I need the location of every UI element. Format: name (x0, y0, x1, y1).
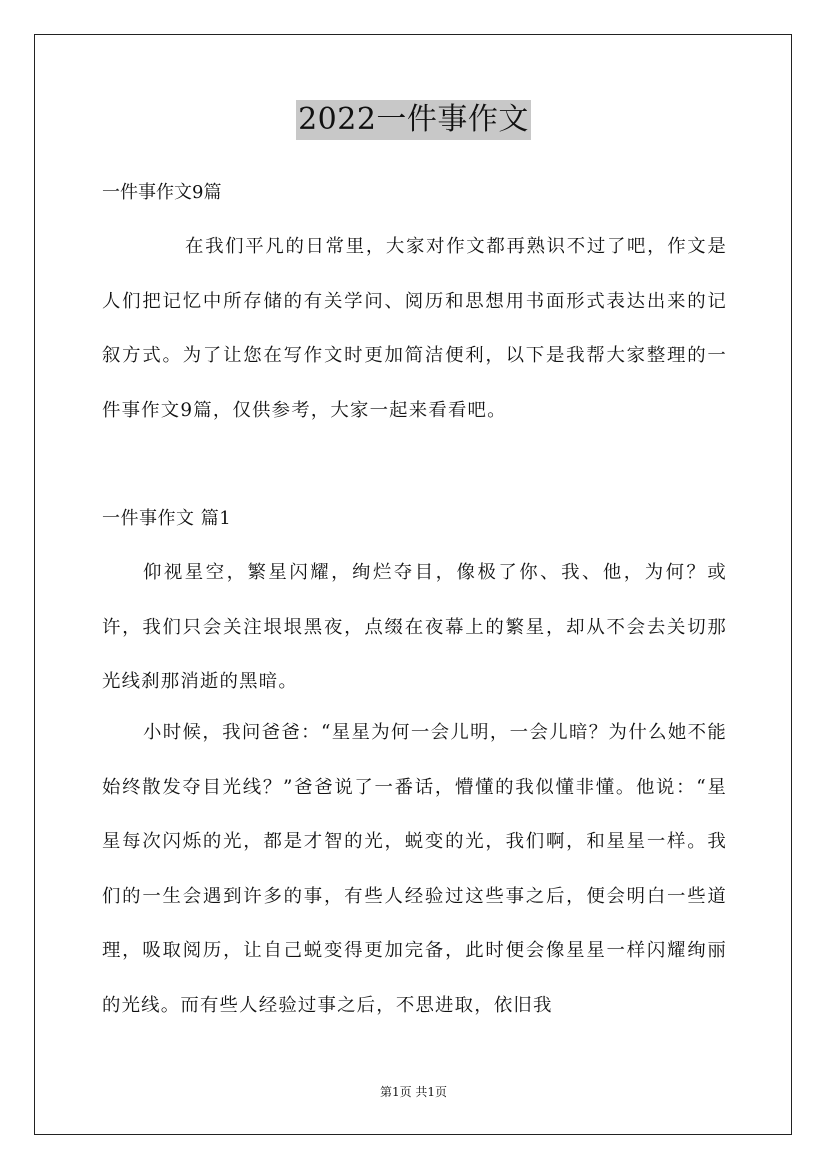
body-paragraph: 小时候，我问爸爸：“星星为何一会儿明，一会儿暗？为什么她不能始终散发夺目光线？”爸爸说了一番话，懵懂的我似懂非懂。他说：“星星每次闪烁的光，都是才智的光，蜕变的光，我们啊，和星星一样。我们的一生会遇到许多的事，有些人经验过这些事之后，便会明白一些道理，吸取阅历，让自己蜕变得更加完备，此时便会像星星一样闪耀绚丽的光线。而有些人经验过事之后，不思进取，依旧我 (102, 722, 727, 1016)
intro-paragraph: 在我们平凡的日常里，大家对作文都再熟识不过了吧，作文是人们把记忆中所存储的有关学问、阅历和思想用书面形式表达出来的记叙方式。为了让您在写作文时更加简洁便利，以下是我帮大家整理的一件事作文9篇，仅供参考，大家一起来看看吧。 (102, 236, 727, 421)
title-container (0, 100, 827, 140)
document-subtitle: 一件事作文9篇 (102, 182, 222, 203)
document-title: 2022一件事作文 (296, 100, 531, 140)
section-heading: 一件事作文 篇1 (102, 508, 232, 529)
body-paragraph: 仰视星空，繁星闪耀，绚烂夺目，像极了你、我、他，为何？或许，我们只会关注垠垠黑夜，点缀在夜幕上的繁星，却从不会去关切那光线刹那消逝的黑暗。 (102, 562, 727, 692)
page-footer: 第1页 共1页 (379, 1085, 448, 1099)
